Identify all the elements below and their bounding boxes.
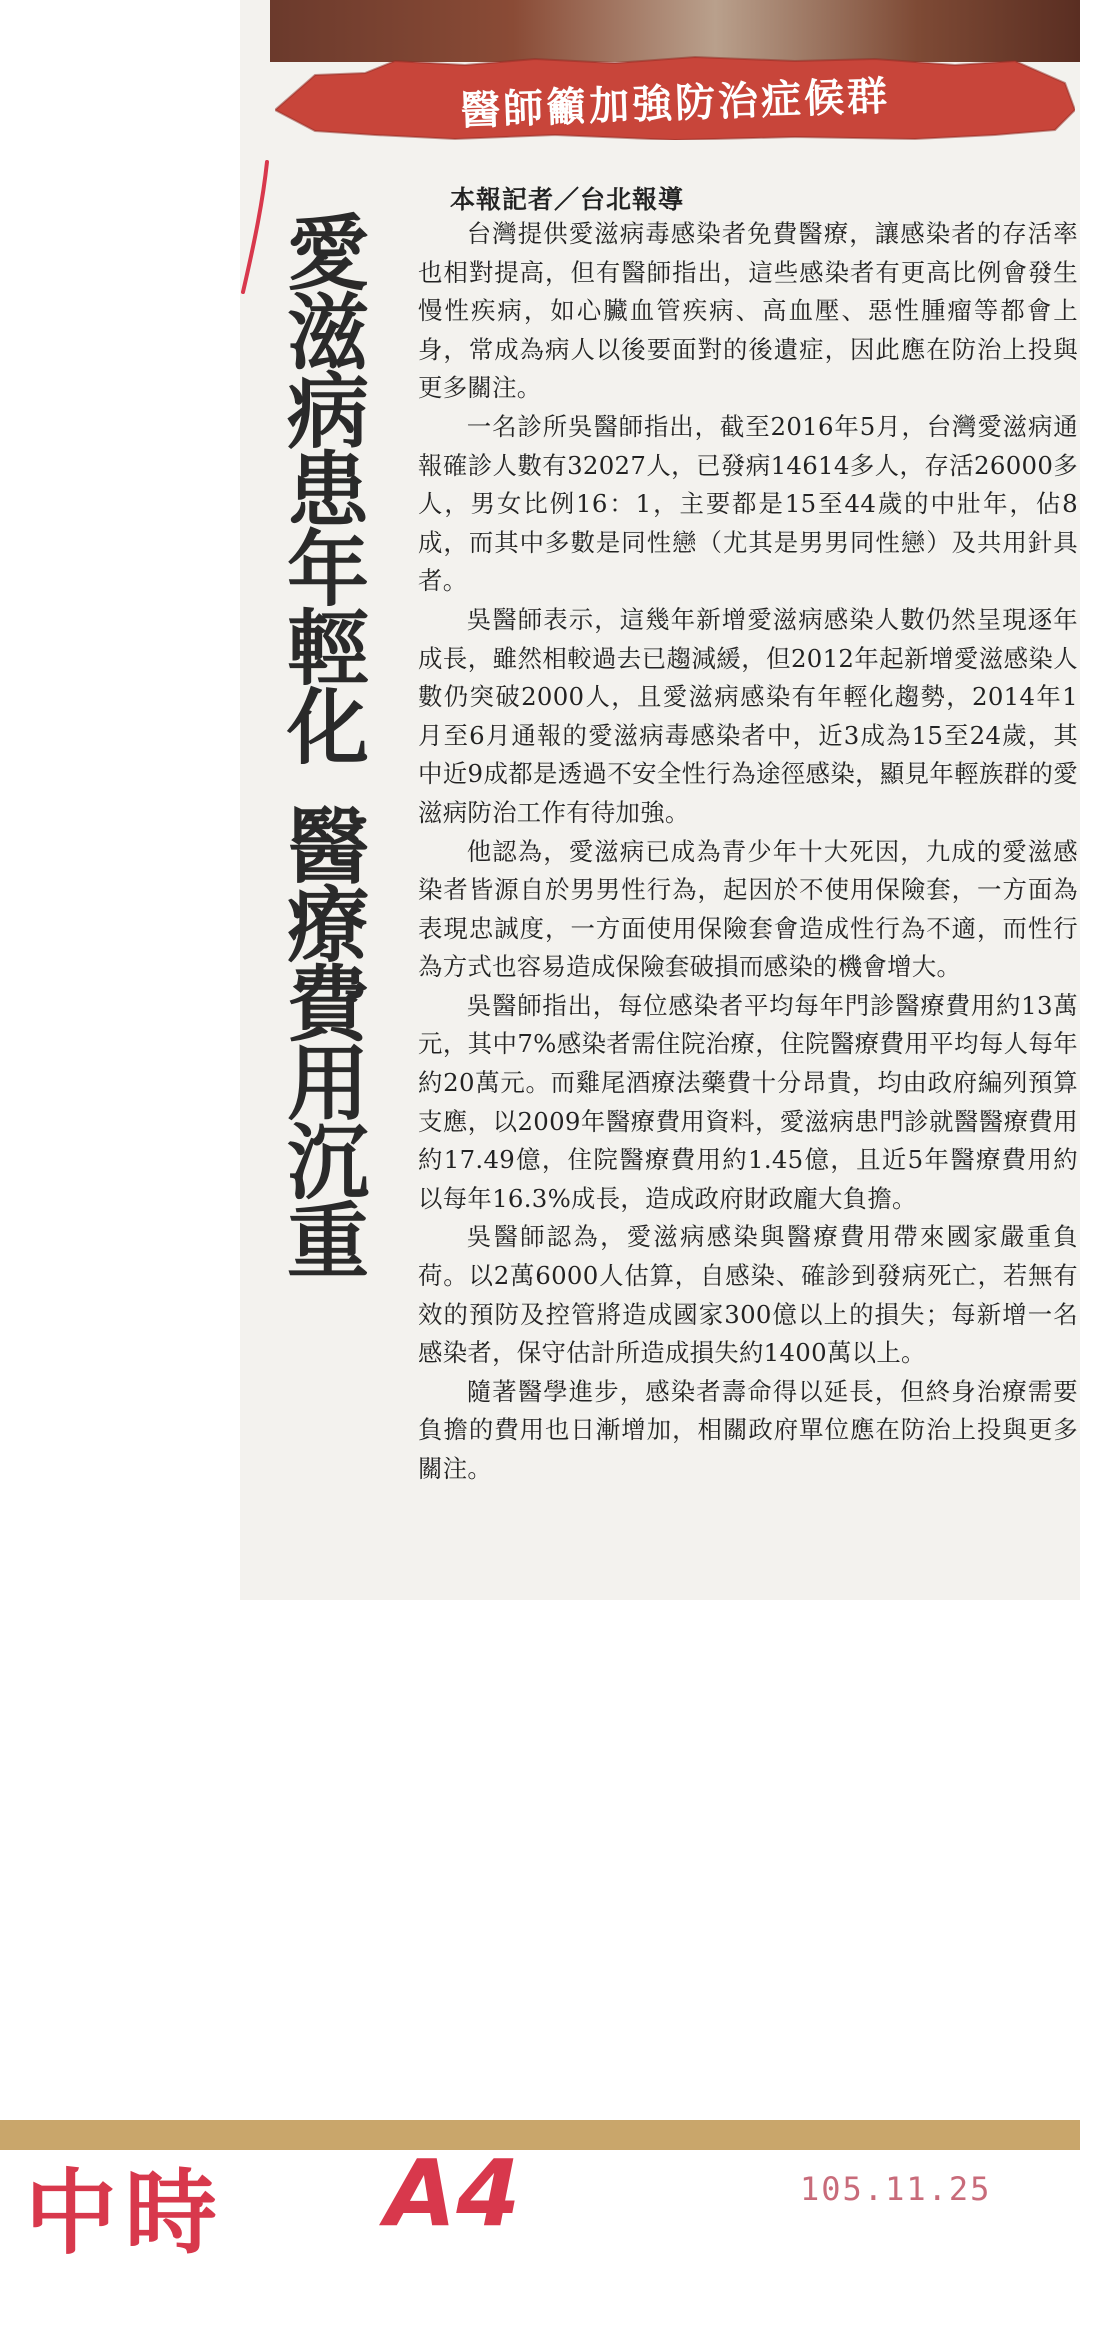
headline-line-1: 愛滋病患年輕化 bbox=[286, 207, 369, 776]
headline bbox=[278, 207, 388, 1290]
page-stamp: A4 bbox=[385, 2140, 521, 2247]
paragraph: 吳醫師指出，每位感染者平均每年門診醫療費用約13萬元，其中7%感染者需住院治療，住院醫療費用平均每人每年約20萬元。而雞尾酒療法藥費十分昂貴，均由政府編列預算支應，以2009年醫療費用資料，愛滋病患門診就醫醫療費用約17.49億，住院醫療費用約1.45億，且近5年醫療費用約以每年16.3%成長，造成政府財政龐大負擔。 bbox=[418, 990, 1078, 1213]
source-stamp: 中時 bbox=[25, 2160, 226, 2267]
page-margin bbox=[1080, 0, 1120, 2335]
date-stamp: 105.11.25 bbox=[800, 2170, 992, 2208]
paragraph: 隨著醫學進步，感染者壽命得以延長，但終身治療需要負擔的費用也日漸增加，相關政府單位應在防治上投與更多關注。 bbox=[418, 1376, 1078, 1483]
article-body bbox=[418, 215, 1078, 1489]
red-pen-mark bbox=[235, 160, 275, 300]
paragraph: 吳醫師表示，這幾年新增愛滋病感染人數仍然呈現逐年成長，雖然相較過去已趨減緩，但2012年起新增愛滋感染人數仍突破2000人，且愛滋病感染有年輕化趨勢，2014年1月至6月通報的愛滋病毒感染者中，近3成為15至24歲，其中近9成都是透過不安全性行為途徑感染，顯見年輕族群的愛滋病防治工作有待加強。 bbox=[418, 604, 1078, 827]
paragraph: 他認為，愛滋病已成為青少年十大死因，九成的愛滋感染者皆源自於男男性行為，起因於不使用保險套，一方面為表現忠誠度，一方面使用保險套會造成性行為不適，而性行為方式也容易造成保險套破損而感染的機會增大。 bbox=[418, 836, 1078, 982]
paragraph: 吳醫師認為，愛滋病感染與醫療費用帶來國家嚴重負荷。以2萬6000人估算，自感染、確診到發病死亡，若無有效的預防及控管將造成國家300億以上的損失；每新增一名感染者，保守估計所造成損失約1400萬以上。 bbox=[418, 1222, 1078, 1368]
paragraph: 一名診所吳醫師指出，截至2016年5月，台灣愛滋病通報確診人數有32027人，已發病14614多人，存活26000多人，男女比例16：1，主要都是15至44歲的中壯年，佔8成，而其中多數是同性戀（尤其是男男同性戀）及共用針具者。 bbox=[418, 411, 1078, 596]
paragraph: 台灣提供愛滋病毒感染者免費醫療，讓感染者的存活率也相對提高，但有醫師指出，這些感染者有更高比例會發生慢性疾病，如心臟血管疾病、高血壓、惡性腫瘤等都會上身，常成為病人以後要面對的後遺症，因此應在防治上投與更多關注。 bbox=[418, 219, 1078, 403]
headline-line-2: 醫療費用沉重 bbox=[286, 800, 369, 1290]
banner-text: 醫師籲加強防治症候群 bbox=[459, 73, 891, 135]
photo-strip bbox=[270, 0, 1080, 62]
byline: 本報記者／台北報導 bbox=[450, 185, 685, 214]
